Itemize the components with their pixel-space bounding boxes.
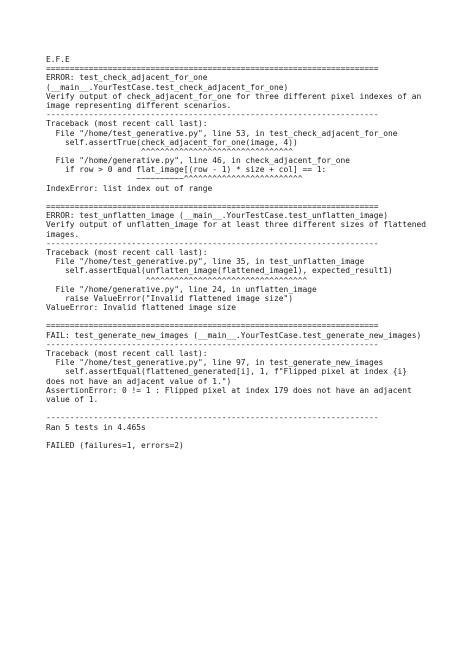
test-description: Verify output of unflatten_image for at least three different sizes of flattened [46, 220, 427, 230]
exception-message: ValueError: Invalid flattened image size [46, 303, 237, 313]
traceback-code: if row > 0 and flat_image[(row - 1) * size + col] == 1: [46, 165, 327, 175]
dash-separator: ---------------------------------------------------------------------- [46, 413, 379, 423]
traceback-frame: File "/home/generative.py", line 46, in check_adjacent_for_one [46, 156, 351, 166]
traceback-code: self.assertEqual(unflatten_image(flattened_image1), expected_result1) [46, 266, 393, 276]
fail-header: FAIL: test_generate_new_images (__main__.YourTestCase.test_generate_new_images) [46, 330, 422, 340]
test-description: image representing different scenarios. [46, 100, 232, 110]
blank-line [46, 404, 436, 413]
blank-line [46, 432, 436, 441]
section-separator: ====================================================================== [46, 321, 379, 331]
traceback-header: Traceback (most recent call last): [46, 247, 208, 257]
traceback-caret-marker: ^^^^^^^^^^^^^^^^^^^^^^^^^^^^^^^^ [46, 146, 294, 156]
error-header: ERROR: test_check_adjacent_for_one [46, 73, 208, 83]
exception-message: IndexError: list index out of range [46, 183, 213, 193]
section-separator: ====================================================================== [46, 64, 379, 74]
test-progress-summary: E.F.E [46, 55, 70, 64]
dash-separator: ---------------------------------------------------------------------- [46, 339, 379, 349]
dash-separator: ---------------------------------------------------------------------- [46, 238, 379, 248]
test-description: Verify output of check_adjacent_for_one for three different pixel indexes of an [46, 91, 422, 101]
run-summary: Ran 5 tests in 4.465s [46, 422, 146, 432]
test-description: images. [46, 229, 80, 239]
traceback-frame: File "/home/test_generative.py", line 97, in test_generate_new_images [46, 358, 384, 368]
blank-line [46, 312, 436, 321]
traceback-frame: File "/home/generative.py", line 24, in unflatten_image [46, 284, 317, 294]
traceback-caret-marker: ~~~~~~~~~~^^^^^^^^^^^^^^^^^^^^^^^^^ [46, 174, 303, 184]
exception-message: value of 1. [46, 394, 99, 404]
error-header: ERROR: test_unflatten_image (__main__.YourTestCase.test_unflatten_image) [46, 211, 389, 221]
traceback-header: Traceback (most recent call last): [46, 349, 208, 358]
blank-line [46, 193, 436, 202]
traceback-code: does not have an adjacent value of 1.") [46, 376, 232, 386]
final-result: FAILED (failures=1, errors=2) [46, 440, 184, 450]
traceback-header: Traceback (most recent call last): [46, 119, 208, 129]
test-output-document [46, 55, 436, 450]
traceback-frame: File "/home/test_generative.py", line 35, in test_unflatten_image [46, 257, 365, 267]
exception-message: AssertionError: 0 != 1 : Flipped pixel at index 179 does not have an adjacent [46, 385, 412, 395]
error-test-id: (__main__.YourTestCase.test_check_adjacent_for_one) [46, 82, 289, 92]
traceback-caret-marker: ^^^^^^^^^^^^^^^^^^^^^^^^^^^^^^^^^^ [46, 275, 308, 285]
traceback-frame: File "/home/test_generative.py", line 53, in test_check_adjacent_for_one [46, 128, 398, 138]
traceback-code: self.assertEqual(flattened_generated[i], 1, f"Flipped pixel at index {i} [46, 367, 408, 377]
traceback-code: self.assertTrue(check_adjacent_for_one(image, 4)) [46, 137, 298, 147]
traceback-code: raise ValueError("Invalid flattened image size") [46, 293, 294, 303]
dash-separator: ---------------------------------------------------------------------- [46, 110, 379, 120]
section-separator: ====================================================================== [46, 202, 379, 211]
